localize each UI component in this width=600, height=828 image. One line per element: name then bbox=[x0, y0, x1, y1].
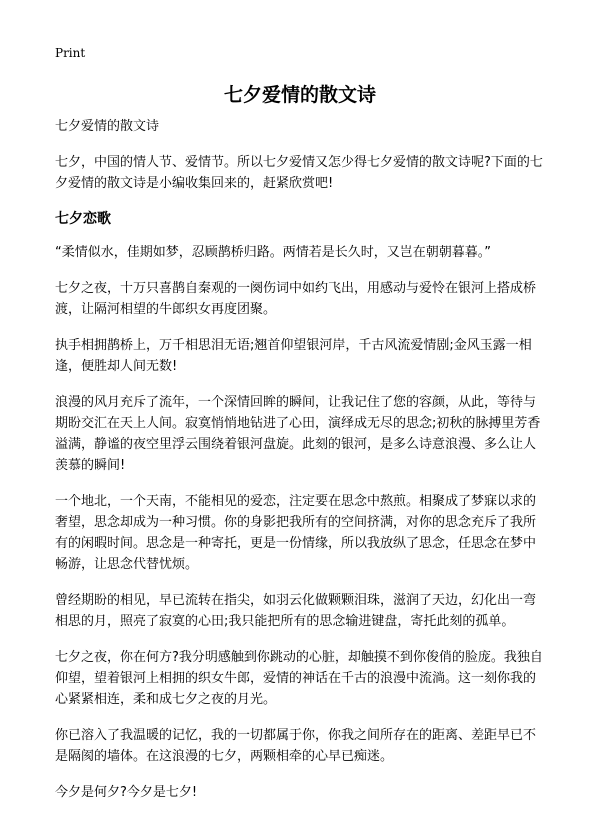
closing-paragraph: 今夕是何夕?今夕是七夕! bbox=[55, 785, 198, 800]
body-paragraph: 执手相拥鹊桥上，万千相思泪无语;翘首仰望银河岸，千古风流爱情剧;金风玉露一相逢，便胜却人间无数! bbox=[55, 338, 532, 374]
intro-paragraph: 七夕，中国的情人节、爱情节。所以七夕爱情又怎少得七夕爱情的散文诗呢?下面的七夕爱情的散文诗是小编收集回来的，赶紧欣赏吧! bbox=[55, 155, 543, 191]
print-link[interactable]: Print bbox=[55, 46, 86, 60]
section-heading: 七夕恋歌 bbox=[55, 211, 111, 227]
article-body bbox=[55, 116, 547, 818]
body-paragraph: 一个地北，一个天南，不能相见的爱恋，注定要在思念中熬煎。相聚成了梦寐以求的奢望，思念却成为一种习惯。你的身影把我所有的空间挤满，对你的思念充斥了我所有的闲暇时间。思念是一种寄托，更是一份情缘，所以我放纵了思念，任思念在梦中畅游，让思念代替忧烦。 bbox=[55, 494, 537, 572]
page-title: 七夕爱情的散文诗 bbox=[223, 84, 376, 106]
body-paragraph: 七夕之夜，十万只喜鹊自秦观的一阕伤词中如约飞出，用感动与爱怜在银河上搭成桥渡，让隔河相望的牛郎织女再度团聚。 bbox=[55, 281, 537, 317]
body-paragraph: 七夕之夜，你在何方?我分明感触到你跳动的心脏，却触摸不到你俊俏的脸庞。我独自仰望，望着银河上相拥的织女牛郎，爱情的神话在千古的浪漫中流淌。这一刻你我的心紧紧相连，柔和成七夕之夜的月光。 bbox=[55, 650, 543, 707]
body-paragraph: 曾经期盼的相见，早已流转在指尖，如羽云化做颗颗泪珠，滋润了天边，幻化出一弯相思的月，照亮了寂寞的心田;我只能把所有的思念输进键盘，寄托此刻的孤单。 bbox=[55, 593, 537, 629]
article-subtitle: 七夕爱情的散文诗 bbox=[55, 119, 160, 134]
body-paragraph: 你已溶入了我温暖的记忆，我的一切都属于你，你我之间所存在的距离、差距早已不是隔阂的墙体。在这浪漫的七夕，两颗相牵的心早已痴迷。 bbox=[55, 728, 537, 764]
body-paragraph: 浪漫的风月充斥了流年，一个深情回眸的瞬间，让我记住了您的容颜，从此，等待与期盼交汇在天上人间。寂寞悄悄地钻进了心田，演绎成无尽的思念;初秋的脉搏里芳香溢满，静谧的夜空里浮云围绕着银河盘旋。此刻的银河，是多么诗意浪漫、多么让人羡慕的瞬间! bbox=[55, 395, 541, 473]
body-paragraph: “柔情似水，佳期如梦，忍顾鹊桥归路。两情若是长久时，又岂在朝朝暮暮。” bbox=[55, 245, 491, 260]
